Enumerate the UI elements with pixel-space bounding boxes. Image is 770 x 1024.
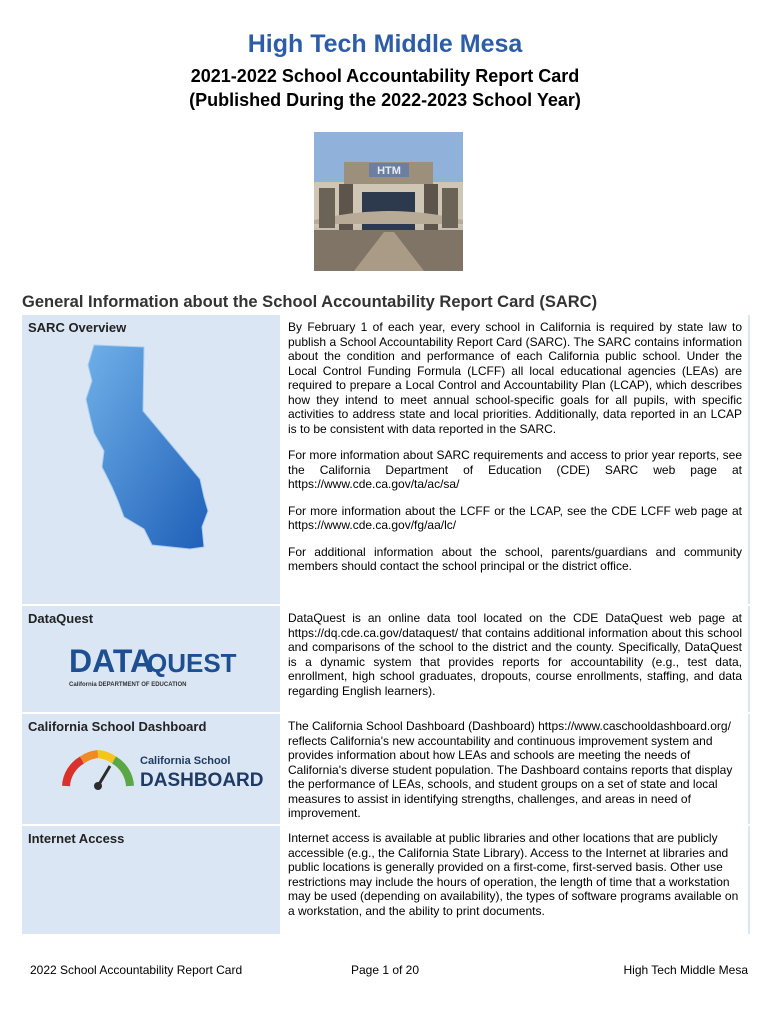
row-body-internet-access [280, 826, 750, 934]
dashboard-logo-text-2: DASHBOARD [140, 770, 264, 791]
row-label-text: Internet Access [28, 831, 125, 846]
table-row [22, 826, 750, 936]
school-building-image [314, 132, 463, 271]
row-body-dashboard [280, 714, 750, 824]
school-photo [314, 132, 463, 271]
dashboard-logo-text-1: California School [140, 755, 231, 767]
dashboard-logo [60, 746, 264, 796]
row-body-dataquest [280, 606, 750, 712]
paragraph: DataQuest is an online data tool located on the CDE DataQuest web page at https://dq.cde.ca.gov/dataquest/ that contains additional information about this school and comparisons of the school to the district and the county. Specifically, DataQuest is a dynamic system that provides reports for accountability (e.g., test data, enrollment, high school graduates, dropouts, course enrollments, staffing, and data regarding English learners). [288, 611, 742, 698]
section-heading: General Information about the School Accountability Report Card (SARC) [22, 293, 598, 311]
row-label-internet-access [22, 826, 280, 934]
paragraph: By February 1 of each year, every school in California is required by state law to publish a School Accountability Report Card (SARC). The SARC contains information about the condition and performance of each California public school. Under the Local Control Funding Formula (LCFF) all local educational agencies (LEAs) are required to prepare a Local Control and Accountability Plan (LCAP), which describes how they intend to meet annual school-specific goals for all pupils, with specific activities to address state and local priorities. Additionally, data reported in an LCAP is to be consistent with data reported in the SARC. [288, 320, 742, 436]
table-row [22, 606, 750, 714]
published-line: (Published During the 2022-2023 School Year) [189, 90, 581, 110]
paragraph: The California School Dashboard (Dashboard) https://www.caschooldashboard.org/ reflects California's new accountability and continuous improvement system and provides information about how LEAs and schools are meeting the needs of California's diverse student population. The Dashboard contains reports that display the performance of LEAs, schools, and student groups on a set of state and local measures to assist in identifying strengths, challenges, and areas in need of improvement. [288, 719, 733, 820]
california-map-icon [82, 341, 232, 571]
info-table [22, 315, 750, 936]
dataquest-logo-text-1: DATA [69, 643, 154, 679]
dataquest-logo-icon [67, 640, 237, 690]
footer-left: 2022 School Accountability Report Card [30, 963, 243, 977]
row-label-dashboard [22, 714, 280, 824]
paragraph: For more information about the LCFF or the LCAP, see the CDE LCFF web page at https://www.cde.ca.gov/fg/aa/lc/ [288, 503, 742, 532]
footer-page-number: Page 1 of 20 [350, 963, 420, 977]
dataquest-logo-text-2: QUEST [147, 648, 237, 678]
row-label-text: SARC Overview [28, 320, 127, 335]
dataquest-logo [67, 640, 237, 690]
table-row [22, 714, 750, 826]
dashboard-gauge-icon [60, 746, 264, 796]
row-label-sarc-overview [22, 315, 280, 604]
row-label-text: California School Dashboard [28, 719, 207, 734]
school-name: High Tech Middle Mesa [247, 30, 523, 58]
sign-text: HTM [377, 165, 401, 177]
paragraph: For additional information about the school, parents/guardians and community members should contact the school principal or the district office. [288, 544, 742, 573]
footer-right: High Tech Middle Mesa [623, 963, 748, 977]
row-label-dataquest [22, 606, 280, 712]
paragraph: Internet access is available at public libraries and other locations that are publicly accessible (e.g., the California State Library). Access to the Internet at libraries and public locations is generally provided on a first-come, first-served basis. Other use restrictions may include the hours of operation, the length of time that a workstation may be used (depending on availability), the types of software programs available on a workstation, and the ability to print documents. [288, 831, 739, 918]
report-title: 2021-2022 School Accountability Report Card [190, 66, 580, 86]
row-label-text: DataQuest [28, 611, 94, 626]
table-row [22, 315, 750, 606]
row-body-sarc-overview [280, 315, 750, 604]
paragraph: For more information about SARC requirements and access to prior year reports, see the California Department of Education (CDE) SARC web page at https://www.cde.ca.gov/ta/ac/sa/ [288, 448, 742, 491]
dataquest-logo-caption: California DEPARTMENT OF EDUCATION [69, 682, 187, 688]
